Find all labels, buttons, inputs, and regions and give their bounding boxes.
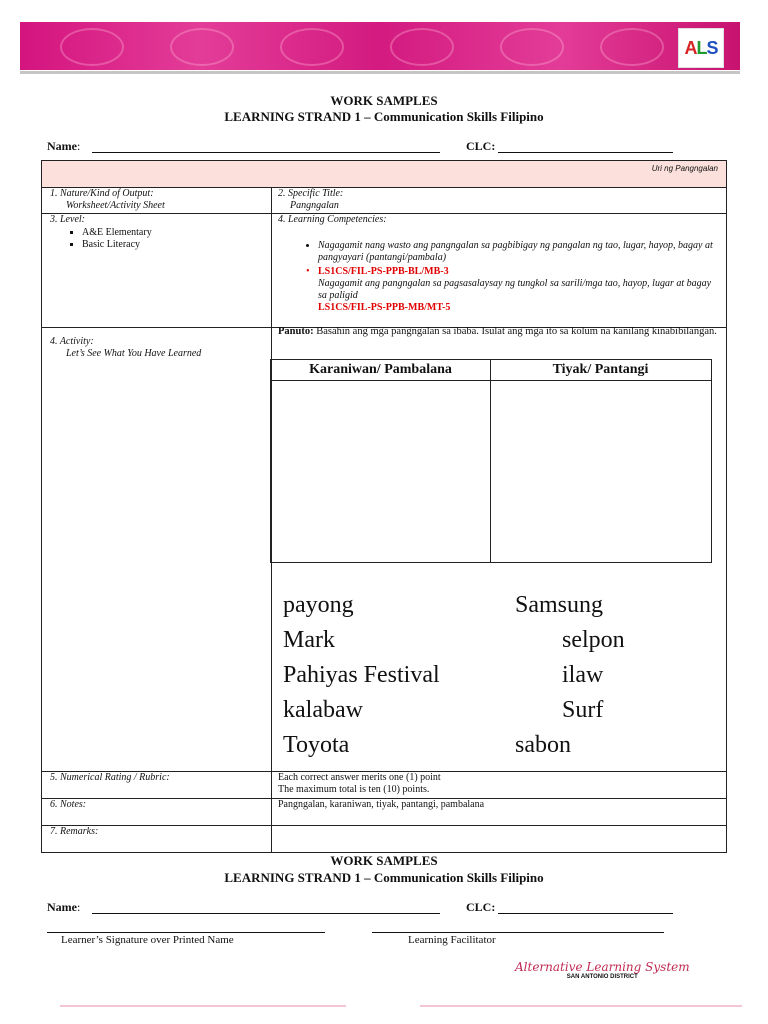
level-list	[66, 227, 152, 251]
header-banner	[20, 22, 740, 70]
word-item: selpon	[562, 627, 625, 653]
instructions: Panuto: Basahin ang mga pangngalan sa ibaba. Isulat ang mga ito sa kolum na kanilang kinabibilangan.	[278, 326, 717, 337]
rating-line-1: Each correct answer merits one (1) point	[278, 772, 441, 783]
footer-subtitle: LEARNING STRAND 1 – Communication Skills Filipino	[224, 870, 544, 885]
word-item: ilaw	[562, 662, 604, 688]
clc-field[interactable]	[498, 152, 673, 153]
competency-code: LS1CS/FIL-PS-PPB-BL/MB-3	[318, 266, 449, 277]
word-item: Surf	[562, 697, 604, 723]
banner-divider	[20, 71, 740, 74]
output-label: 1. Nature/Kind of Output:	[50, 188, 154, 199]
level-label: 3. Level:	[50, 214, 85, 225]
name-label: Name:	[47, 139, 81, 153]
column-header-pantangi: Tiyak/ Pantangi	[490, 360, 711, 381]
page-title: WORK SAMPLES	[330, 93, 438, 108]
activity-value: Let’s See What You Have Learned	[66, 348, 202, 359]
competency-code: LS1CS/FIL-PS-PPB-MB/MT-5	[318, 302, 451, 313]
level-item: ▪ Basic Literacy	[82, 239, 152, 251]
learner-signature-label: Learner’s Signature over Printed Name	[61, 934, 234, 946]
word-item: payong	[283, 592, 354, 618]
clc-label: CLC:	[466, 139, 496, 153]
remarks-field[interactable]	[272, 826, 726, 852]
word-item: Toyota	[283, 732, 350, 758]
footer-clc-label: CLC:	[466, 900, 496, 914]
name-field[interactable]	[92, 152, 440, 153]
word-item: kalabaw	[283, 697, 363, 723]
word-item: Pahiyas Festival	[283, 662, 440, 688]
notes-value: Pangngalan, karaniwan, tiyak, pantangi, pambalana	[278, 799, 485, 810]
bottom-accent-left	[60, 1005, 346, 1007]
footer-clc-field[interactable]	[498, 913, 673, 914]
footer-name-field[interactable]	[92, 913, 440, 914]
district-logo: Alternative Learning System SAN ANTONIO DISTRICT	[515, 960, 690, 980]
competency-label: 4. Learning Competencies:	[278, 214, 387, 225]
notes-label: 6. Notes:	[50, 799, 87, 810]
competency-list	[300, 240, 720, 316]
rating-line-2: The maximum total is ten (10) points.	[278, 784, 430, 795]
specific-title-label: 2. Specific Title:	[278, 188, 344, 199]
level-item: ▪ A&E Elementary	[82, 227, 152, 239]
answer-area-pambalana[interactable]	[271, 381, 490, 562]
remarks-label: 7. Remarks:	[50, 826, 99, 837]
sorting-table	[270, 359, 712, 563]
page-subtitle: LEARNING STRAND 1 – Communication Skills Filipino	[224, 109, 544, 124]
learner-signature-line[interactable]	[47, 932, 325, 933]
facilitator-signature-label: Learning Facilitator	[408, 934, 496, 946]
word-item: sabon	[515, 732, 571, 758]
als-logo: A L S	[678, 28, 724, 68]
specific-title-value: Pangngalan	[290, 200, 339, 211]
bottom-accent-right	[420, 1005, 742, 1007]
competency-item: • LS1CS/FIL-PS-PPB-BL/MB-3 Nagagamit ang pangngalan sa pagsasalaysay ng tungkol sa sarili/mga tao, hayop, lugar at bagay sa paligid LS1CS/FIL-PS-PPB-MB/MT-5	[300, 266, 720, 314]
activity-label: 4. Activity:	[50, 336, 94, 347]
category-bar: Uri ng Pangngalan	[42, 161, 726, 188]
output-value: Worksheet/Activity Sheet	[66, 200, 165, 211]
competency-item: • Nagagamit nang wasto ang pangngalan sa pagbibigay ng pangalan ng tao, lugar, hayop, bagay at pangyayari (pantangi/pambala)	[318, 240, 720, 264]
facilitator-signature-line[interactable]	[372, 932, 664, 933]
answer-area-pantangi[interactable]	[491, 381, 711, 562]
word-item: Samsung	[515, 592, 604, 618]
footer-title: WORK SAMPLES	[330, 853, 438, 868]
column-header-pambalana: Karaniwan/ Pambalana	[271, 360, 490, 381]
word-item: Mark	[283, 627, 335, 653]
rating-label: 5. Numerical Rating / Rubric:	[50, 772, 170, 783]
footer-name-label: Name:	[47, 900, 81, 914]
